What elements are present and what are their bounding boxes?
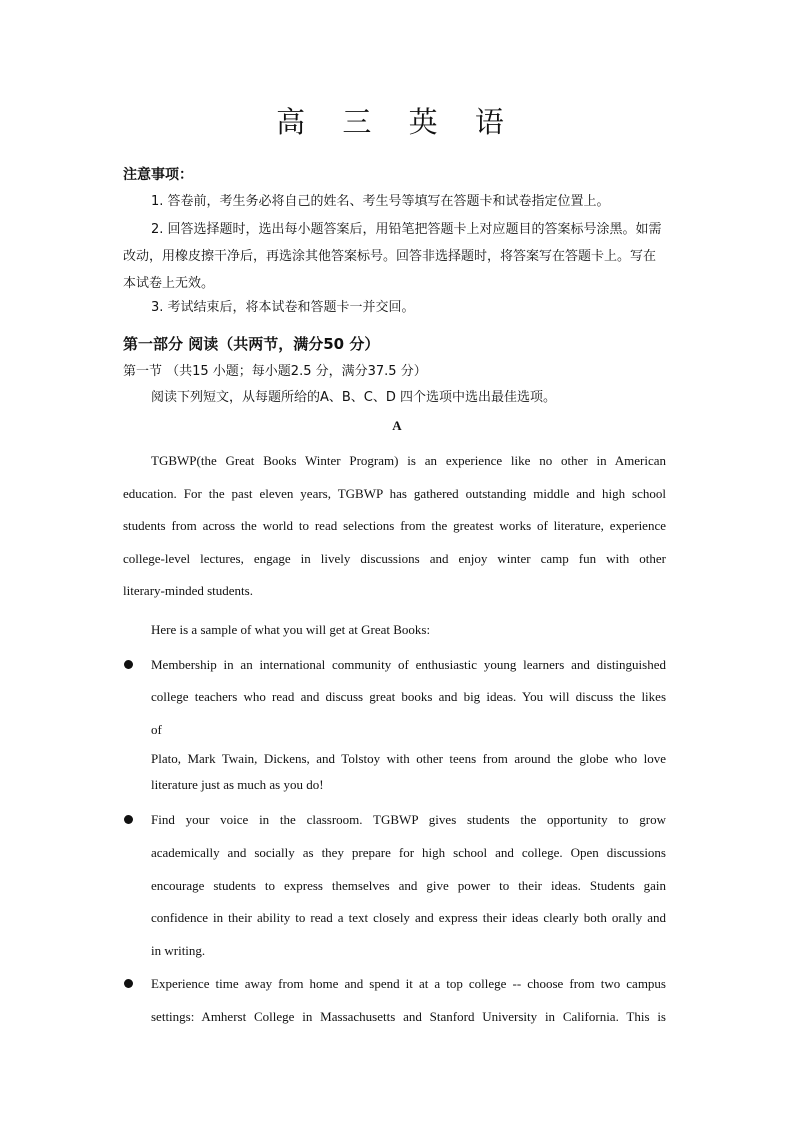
intro-line-3: students from across the world to read selections from the greatest works of literature, experience	[123, 518, 666, 533]
bullet-3-line-1: Experience time away from home and spend it at a top college -- choose from two campus	[151, 976, 666, 991]
bullet-3-line-2: settings: Amherst College in Massachusetts and Stanford University in California. This is	[151, 1009, 666, 1024]
intro-line-1: TGBWP(the Great Books Winter Program) is an experience like no other in American	[151, 453, 666, 468]
note-line-4: 本试卷上无效。	[123, 276, 215, 291]
note-line-2: 2. 回答选择题时，选出每小题答案后，用铅笔把答题卡上对应题目的答案标号涂黑。如需	[151, 222, 662, 237]
bullet-1-line-1: Membership in an international community of enthusiastic young learners and distinguished	[151, 657, 666, 672]
passage-label: A	[392, 418, 402, 433]
intro-line-4: college-level lectures, engage in lively discussions and enjoy winter camp fun with other	[123, 551, 666, 566]
intro-line-5: literary-minded students.	[123, 583, 253, 598]
note-line-1: 1. 答卷前，考生务必将自己的姓名、考生号等填写在答题卡和试卷指定位置上。	[151, 194, 610, 209]
reading-instruction: 阅读下列短文，从每题所给的A、B、C、D 四个选项中选出最佳选项。	[151, 390, 557, 405]
bullet-2-line-2: academically and socially as they prepare for high school and college. Open discussions	[151, 845, 666, 860]
bullet-2-line-4: confidence in their ability to read a text closely and express their ideas clearly both orally and	[151, 910, 666, 925]
bullet-1-line-5: literature just as much as you do!	[151, 777, 324, 792]
bullet-2-line-5: in writing.	[151, 943, 206, 958]
notes-heading: 注意事项：	[123, 167, 193, 183]
bullet-1-line-2: college teachers who read and discuss great books and big ideas. You will discuss the likes	[151, 689, 666, 704]
note-line-3: 改动，用橡皮擦干净后，再选涂其他答案标号。回答非选择题时，将答案写在答题卡上。写在	[123, 249, 657, 264]
part-heading: 第一部分 阅读（共两节，满分50 分）	[123, 335, 380, 353]
bullet-2-line-3: encourage students to express themselves and give power to their ideas. Students gain	[151, 878, 666, 893]
bullet-2-line-1: Find your voice in the classroom. TGBWP gives students the opportunity to grow	[151, 812, 666, 827]
note-line-5: 3. 考试结束后，将本试卷和答题卡一并交回。	[151, 300, 415, 315]
sample-intro: Here is a sample of what you will get at Great Books:	[151, 622, 431, 637]
intro-line-2: education. For the past eleven years, TGBWP has gathered outstanding middle and high school	[123, 486, 666, 501]
page-title: 高 三 英 语	[276, 105, 518, 139]
bullet-dot-3	[124, 979, 133, 988]
bullet-dot-1	[124, 660, 133, 669]
bullet-1-line-4: Plato, Mark Twain, Dickens, and Tolstoy with other teens from around the globe who love	[151, 751, 666, 766]
bullet-1-line-3: of	[151, 722, 162, 737]
section-heading: 第一节 （共15 小题；每小题2.5 分，满分37.5 分）	[123, 364, 427, 379]
bullet-dot-2	[124, 815, 133, 824]
